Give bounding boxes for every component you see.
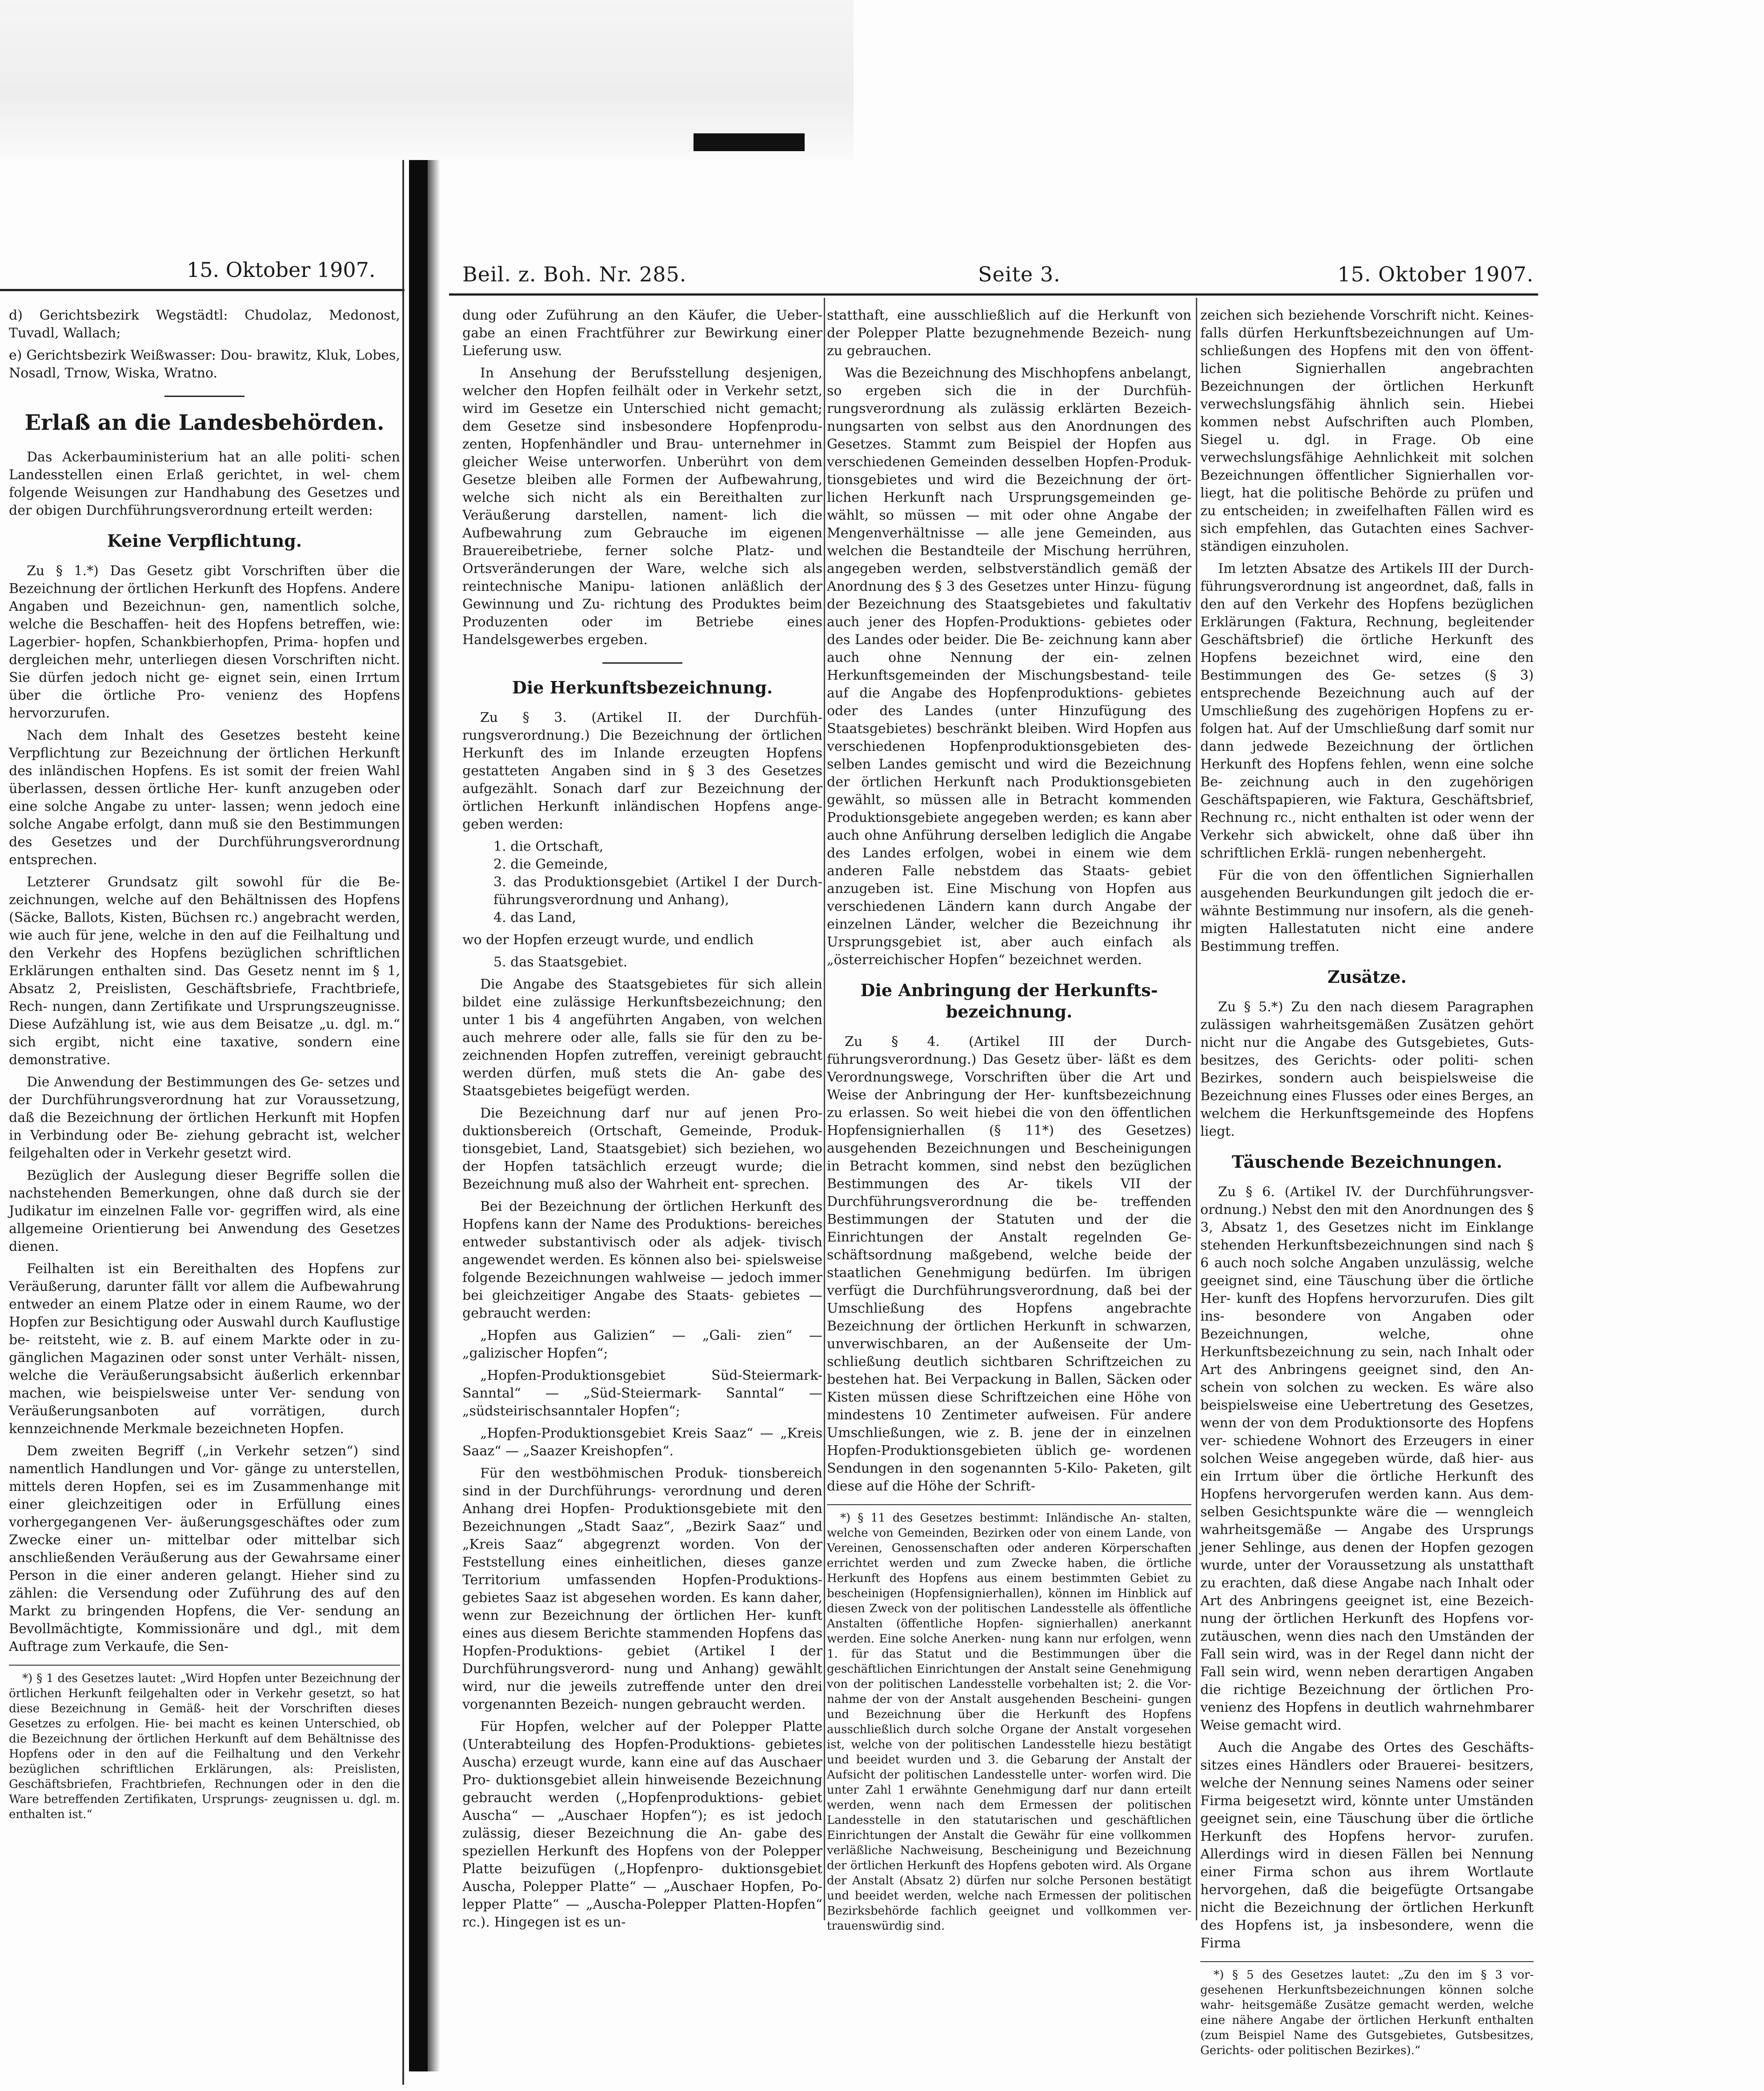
paragraph: Die Angabe des Staatsgebietes für sich allein bildet eine zulässige Herkunftsbezeichnung; den unter 1 bis 4 angeführten Angaben, von welchen auch mehrere oder alle, falls sie für den zu be- zeichnenden Hopfen zutreffen, vereinigt gebraucht werden dürfen, muß stets die An- gabe des Staatsgebietes beigefügt werden. xyxy=(462,977,822,1099)
paragraph: Dem zweiten Begriff („in Verkehr setzen“) sind namentlich Handlungen und Vor- gänge zu unterstellen, mittels deren Hopfen, sei es im Zusammenhange mit einer gleichzeitigen oder in Erfüllung eines vorhergegangenen Ver- äußerungsgeschäftes oder zum Zwecke einer un- mittelbar oder mittelbar sich anschließenden Veräußerung aus der Gewahrsame einer Person in die einer anderen gelangt. Hieher sind zu zählen: die Versendung oder Zuführung des auf den Markt zu bringenden Hopfens, die Ver- sendung an Bevollmächtigte, Kommissionäre und dgl., mit dem Auftrage zum Verkaufe, die Sen- xyxy=(9,1443,400,1654)
list-item: 2. die Gemeinde, xyxy=(493,857,608,872)
district-entry: d) Gerichtsbezirk Wegstädtl: Chudolaz, Medonost, Tuvadl, Wallach; xyxy=(9,308,400,341)
page-number: Seite 3. xyxy=(978,262,1061,286)
list-tail: wo der Hopfen erzeugt wurde, und endlich xyxy=(462,932,754,948)
list-item: 3. das Produktionsgebiet (Artikel I der Durch- führungsverordnung und Anhang), xyxy=(493,874,822,908)
left-page-column xyxy=(9,307,400,1827)
paragraph: Bei der Bezeichnung der örtlichen Herkunft des Hopfens kann der Name des Produktions- bereiches entweder substantivisch oder als adjek- tivisch angewendet werden. Es können also bei- spielsweise folgende Bezeichnungen wahlweise — jedoch immer bei gleichzeitiger Angabe des Staats- gebietes — gebraucht werden: xyxy=(462,1199,822,1321)
column-3 xyxy=(1200,307,1534,2063)
footnote-text: *) § 11 des Gesetzes bestimmt: Inländische An- stalten, welche von Gemeinden, Bezirken oder von einem Lande, von Vereinen, Genossenschaften oder anderen Körperschaften errichtet werden und zum Zwecke haben, die örtliche Herkunft des Hopfens aus einem bestimmten Gebiet zu bescheinigen (Hopfensignierhallen), können im Hinblick auf diesen Zweck von der politischen Landesstelle als öffentliche Anstalten (öffentliche Hopfen- signierhallen) anerkannt werden. Eine solche Anerken- nung kann nur erfolgen, wenn 1. für das Statut und die Bestimmungen über die geschäftlichen Einrichtungen der Anstalt seine Genehmigung von der politischen Landesstelle vorbehalten ist; 2. die Vor- nahme der von der Anstalt ausgehenden Bescheini- gungen und Bezeichnung über die Herkunft des Hopfens ausschließlich durch solche Organe der Anstalt vorgesehen ist, welche von der politischen Landesstelle hiezu bestätigt und beeidet wurden und 3. die Gebarung der Anstalt der Aufsicht der politischen Landesstelle unter- worfen wird. Die unter Zahl 1 erwähnte Genehmigung darf nur dann erteilt werden, wenn nach dem Ermessen der politischen Landesstelle in den statutarischen und geschäftlichen Einrichtungen der Anstalt die Gewähr für eine vollkommen verläßliche Nachweisung, Bescheinigung und Bezeichnung der örtlichen Herkunft des Hopfens geboten wird. Als Organe der Anstalt (Absatz 2) dürfen nur solche Personen bestätigt und beeidet werden, welche nach Ermessen der politischen Bezirksbehörde fachlich geeignet und vollkommen ver- trauenswürdig sind. xyxy=(827,1511,1191,1933)
district-entry: e) Gerichtsbezirk Weißwasser: Dou- brawitz, Kluk, Lobes, Nosadl, Trnow, Wiska, Wratno. xyxy=(9,348,400,381)
separator xyxy=(164,396,245,397)
section-heading: Täuschende Bezeichnungen. xyxy=(1231,1152,1503,1172)
issue-label: Beil. z. Boh. Nr. 285. xyxy=(462,262,687,286)
left-page-date-header: 15. Oktober 1907. xyxy=(187,258,376,282)
footnote-text: *) § 1 des Gesetzes lautet: „Wird Hopfen unter Bezeichnung der örtlichen Herkunft feilgehalten oder in Verkehr gesetzt, so hat diese Bezeichnung in Gemäß- heit der Vorschriften dieses Gesetzes zu erfolgen. Hie- bei macht es keinen Unterschied, ob die Bezeichnung der örtlichen Herkunft auf dem Behältnisse des Hopfens oder in den auf die Feilhaltung und den Verkehr bezüglichen schriftlichen Erklärungen, als: Preislisten, Geschäftsbriefen, Frachtbriefen, Rechnungen oder in den die Ware betreffenden Zertifikaten, Ursprungs- zeugnissen u. dgl. m. enthalten ist.“ xyxy=(9,1672,400,1821)
paragraph: Die Bezeichnung darf nur auf jenen Pro- duktionsbereich (Ortschaft, Gemeinde, Produk- tionsgebiet, Land, Staatsgebiet) sich beziehen, wo der Hopfen tatsächlich erzeugt wurde; die Bezeichnung muß also der Wahrheit ent- sprechen. xyxy=(462,1106,822,1192)
paragraph: Was die Bezeichnung des Mischhopfens anbelangt, so ergeben sich die in der Durchfüh- rungsverordnung als zulässig erklärten Bezeich- nungsarten von selbst aus den Anordnungen des Gesetzes. Stammt zum Beispiel der Hopfen aus verschiedenen Gemeinden desselben Hopfen-Produk- tionsgebietes und wird die Bezeichnung der ört- lichen Herkunft nach Ursprungsgemeinden ge- wählt, so müssen — mit oder ohne Angabe der Mengenverhältnisse — alle jene Gemeinden, aus welchen die Bestandteile der Mischung herrühren, angegeben werden, selbstverständlich gemäß der Anordnung des § 3 des Gesetzes unter Hinzu- fügung der Bezeichnung des Staatsgebietes und fakultativ auch jener des Hopfen-Produktions- gebietes oder des Landes oder beider. Die Be- zeichnung kann aber auch ohne Nennung der ein- zelnen Herkunftsgemeinden der Mischungsbestand- teile auf die Angabe des Hopfenproduktions- gebietes oder des Landes (unter Hinzufügung des Staatsgebietes) beschränkt bleiben. Wird Hopfen aus verschiedenen Hopfenproduktionsgebieten des- selben Landes gemischt und wird die Bezeichnung der örtlichen Herkunft nach Produktionsgebieten gewählt, so müssen alle in Betracht kommenden Produktionsgebiete angegeben werden; es kann aber auch ohne Anführung derselben lediglich die Angabe des Landes erfolgen, wobei in einem wie dem anderen Falle nebstdem das Staats- gebiet anzugeben ist. Eine Mischung von Hopfen aus verschiedenen Ländern kann durch Angabe der einzelnen Länder, welcher die Bezeichnung ihr Ursprungsgebiet ist, aber auch einfach als „österreichischer Hopfen“ bezeichnet werden. xyxy=(827,365,1191,968)
page-header xyxy=(462,262,1534,298)
paragraph: Für Hopfen, welcher auf der Polepper Platte (Unterabteilung des Hopfen-Produktions- gebietes Auscha) erzeugt wurde, kann eine auf das Auschaer Pro- duktionsgebiet allein hinweisende Bezeichnung gebraucht werden („Hopfenproduktions- gebiet Auscha“ — „Auschaer Hopfen“); es ist jedoch zulässig, dieser Bezeichnung die An- gabe des speziellen Herkunft des Hopfens von der Polepper Platte beizufügen („Hopfenpro- duktionsgebiet Auscha, Polepper Platte“ — „Auschaer Hopfen, Po- lepper Platte“ — „Auscha-Polepper Platten-Hopfen“ rc.). Hingegen ist es un- xyxy=(462,1719,822,1930)
paragraph: Die Anwendung der Bestimmungen des Ge- setzes und der Durchführungsverordnung hat zur Voraussetzung, daß die Bezeichnung der örtlichen Herkunft mit Hopfen in Verbindung oder Be- ziehung gebracht ist, welcher feilgehalten oder in Verkehr gesetzt wird. xyxy=(9,1074,400,1161)
paragraph: „Hopfen-Produktionsgebiet Kreis Saaz“ — „Kreis Saaz“ — „Saazer Kreishopfen“. xyxy=(462,1426,822,1459)
footnote xyxy=(827,1504,1191,1934)
scan-mark xyxy=(694,133,805,151)
origin-list xyxy=(462,838,822,927)
paragraph: zeichen sich beziehende Vorschrift nicht. Keines- falls dürfen Herkunftsbezeichnungen auf Um- schließungen des Hopfens mit den von öffent- lichen Signierhallen angebrachten Bezeichnungen der örtlichen Herkunft verwechslungsfähig ähnlich sein. Hiebei kommen nebst Aufschriften auch Plomben, Siegel u. dgl. in Frage. Ob eine verwechslungsfähige Aehnlichkeit mit solchen Bezeichnungen öffentlicher Signierhallen vor- liegt, hat die politische Behörde zu prüfen und zu entscheiden; in zweifelhaften Fällen wird es sich empfehlen, das Gutachten eines Sachver- ständigen einzuholen. xyxy=(1200,308,1534,554)
footnote xyxy=(9,1665,400,1822)
book-spine xyxy=(409,160,428,2071)
list-item: 4. das Land, xyxy=(493,910,577,925)
section-heading: Die Herkunftsbezeichnung. xyxy=(512,677,773,697)
section-heading: Keine Verpflichtung. xyxy=(107,531,302,551)
footnote-text: *) § 5 des Gesetzes lautet: „Zu den im § 3 vor- gesehenen Herkunftsbezeichnungen können solche wahr- heitsgemäße Zusätze gemacht werden, welche eine nähere Angabe der örtlichen Herkunft enthalten (zum Beispiel Name des Gutsgebietes, Gutsbesitzes, Gerichts- oder politischen Bezirkes).“ xyxy=(1200,1968,1534,2057)
paragraph: Zu § 6. (Artikel IV. der Durchführungsver- ordnung.) Nebst den mit den Anordnungen des § 3, Absatz 1, des Gesetzes nicht im Einklange stehenden Herkunftsbezeichnungen sind nach § 6 auch noch solche Angaben unzulässig, welche geeignet sind, eine Täuschung über die örtliche Her- kunft des Hopfens hervorzurufen. Dies gilt ins- besondere von Angaben oder Bezeichnungen, welche, ohne Herkunftsbezeichnung zu sein, nach Inhalt oder Art des Anbringens geeignet sind, den An- schein von solchen zu wecken. Es wäre also beispielsweise eine Uebertretung des Gesetzes, wenn der von dem Produktionsorte des Hopfens ver- schiedene Wohnort des Erzeugers in einer solchen Weise angegeben würde, daß hier- aus ein Irrtum über die örtliche Herkunft des Hopfens hervorgerufen werden kann. Aus dem- selben Gesichtspunkte wäre die — wenngleich wahrheitsgemäße — Angabe des Ursprungs jener Sehlinge, aus denen der Hopfen gezogen wurde, unter der Voraussetzung als unstatthaft zu erachten, daß diese Angabe nach Inhalt oder Art des Anbringens geeignet ist, eine Bezeich- nung der örtlichen Herkunft des Hopfens vor- zutäuschen, wenn dies nach den Umständen der Fall sein wird, was in der Regel dann nicht der Fall sein wird, wenn neben derartigen Angaben die richtige Bezeichnung der örtlichen Pro- venienz des Hopfens in deutlich wahrnehmbarer Weise gemacht wird. xyxy=(1200,1184,1534,1733)
paragraph: statthaft, eine ausschließlich auf die Herkunft von der Polepper Platte bezugnehmende Bezeich- nung zu gebrauchen. xyxy=(827,308,1191,359)
paragraph: Zu § 5.*) Zu den nach diesem Paragraphen zulässigen wahrheitsgemäßen Zusätzen gehört nicht nur die Angabe des Gutsgebietes, Guts- besitzes, des Gerichts- oder politi- schen Bezirkes, sondern auch beispielsweise die Bezeichnung eines Flusses oder eines Berges, an welchem die Herkunftsgemeinde des Hopfens liegt. xyxy=(1200,999,1534,1139)
list-item: 1. die Ortschaft, xyxy=(493,839,604,854)
paragraph: Feilhalten ist ein Bereithalten des Hopfens zur Veräußerung, darunter fällt vor allem die Aufbewahrung entweder an einem Platze oder in einem Raume, wo der Hopfen zur Besichtigung oder Auswahl durch Kauflustige be- reitsteht, wie z. B. auf einem Markte oder in zu- gänglichen Magazinen oder sonst unter Verhält- nissen, welche die Veräußerungsabsicht äußerlich erkennbar machen, wie beispielsweise unter Ver- sendung von Veräußerungsanboten auf vorrätigen, durch kennzeichnende Merkmale bezeichneten Hopfen. xyxy=(9,1261,400,1437)
footnote xyxy=(1200,1961,1534,2058)
column-rule xyxy=(824,298,825,1920)
paragraph: Für den westböhmischen Produk- tionsbereich sind in der Durchführungs- verordnung und deren Anhang drei Hopfen- Produktionsgebiete mit den Bezeichnungen „Stadt Saaz“, „Bezirk Saaz“ und „Kreis Saaz“ abgegrenzt worden. Von der Feststellung eines einheitlichen, dieses ganze Territorium umfassenden Hopfen-Produktions- gebietes Saaz ist abgesehen worden. Es kann daher, wenn zur Bezeichnung der örtlichen Her- kunft eines aus diesem Berichte stammenden Hopfens das Hopfen-Produktions- gebiet (Artikel I der Durchführungsverord- nung und Anhang) gewählt wird, nur die jeweils zutreffende unter den drei vorgenannten Bezeich- nungen gebraucht werden. xyxy=(462,1466,822,1712)
article-title: Erlaß an die Landesbehörden. xyxy=(24,410,385,435)
paragraph: Zu § 3. (Artikel II. der Durchfüh- rungsverordnung.) Die Bezeichnung der örtlichen Herkunft des im Inlande erzeugten Hopfens gestatteten Angaben sind in § 3 des Gesetzes aufgezählt. Sonach darf zur Bezeichnung der örtlichen Herkunft inländischen Hopfens ange- geben werden: xyxy=(462,710,822,832)
paragraph: Bezüglich der Auslegung dieser Begriffe sollen die nachstehenden Bemerkungen, ohne daß durch sie der Judikatur im einzelnen Falle vor- gegriffen wird, als eine allgemeine Orientierung bei Anwendung des Gesetzes dienen. xyxy=(9,1168,400,1254)
separator xyxy=(602,662,682,664)
spine-shadow xyxy=(428,160,440,2071)
left-page-edge xyxy=(402,160,404,2085)
column-rule xyxy=(1196,298,1197,1920)
paragraph: Letzterer Grundsatz gilt sowohl für die Be- zeichnungen, welche auf den Behältnissen des Hopfens (Säcke, Ballots, Kisten, Büchsen rc.) angebracht werden, wie auch für jene, welche in den auf die Feilhaltung und den Verkehr des Hopfens bezüglichen schriftlichen Erklärungen enthalten sind. Das Gesetz nennt im § 1, Absatz 2, Preislisten, Geschäftsbriefe, Frachtbriefe, Rech- nungen, dann Zertifikate und Ursprungszeugnisse. Diese Aufzählung ist, wie aus dem Beisatze „u. dgl. m.“ sich ergibt, nicht eine taxative, sondern eine demonstrative. xyxy=(9,874,400,1068)
paragraph: Zu § 4. (Artikel III der Durch- führungsverordnung.) Das Gesetz über- läßt es dem Verordnungswege, Vorschriften über die Art und Weise der Anbringung der Her- kunftsbezeichnung zu erlassen. So weit hiebei die von den öffentlichen Hopfensignierhallen (§ 11*) des Gesetzes) ausgehenden Bezeichnungen und Bescheinigungen in Betracht kommen, sind nebst den bezüglichen Bestimmungen des Ar- tikels VII der Durchführungsverordnung die be- treffenden Bestimmungen der Statuten und der die Einrichtungen der Anstalt regelnden Ge- schäftsordnung maßgebend, welche beide der staatlichen Genehmigung bedürfen. Im übrigen verfügt die Durchführungsverordnung, daß bei der Umschließung des Hopfens angebrachte Bezeichnung der örtlichen Herkunft in schwarzen, unverwischbaren, an der Außenseite der Um- schließung deutlich sichtbaren Schriftzeichen zu bestehen hat. Bei Verpackung in Ballen, Säcken oder Kisten müssen diese Schriftzeichen eine Höhe von mindestens 10 Zentimeter aufweisen. Für andere Umschließungen, wie z. B. jene der in einzelnen Hopfen-Produktionsgebieten üblich ge- wordenen Sendungen in den sogenannten 5-Kilo- Paketen, gilt diese auf die Höhe der Schrift- xyxy=(827,1034,1191,1494)
list-item: 5. das Staatsgebiet. xyxy=(493,954,628,970)
section-heading: Die Anbringung der Herkunfts- bezeichnung. xyxy=(860,980,1158,1021)
origin-list-end xyxy=(462,953,822,971)
column-1 xyxy=(462,307,822,1936)
header-rule xyxy=(449,293,1538,296)
section-heading: Zusätze. xyxy=(1327,967,1407,987)
paragraph: Nach dem Inhalt des Gesetzes besteht keine Verpflichtung zur Bezeichnung der örtlichen Herkunft des inländischen Hopfens. Es ist somit der freien Wahl überlassen, dessen örtliche Her- kunft anzugeben oder eine solche Angabe zu unter- lassen; wenn jedoch eine solche Angabe erfolgt, dann muß sie den Bestimmungen des Gesetzes und der Durchführungsverordnung entsprechen. xyxy=(9,728,400,868)
paragraph: Auch die Angabe des Ortes des Geschäfts- sitzes eines Händlers oder Brauerei- besitzers, welche der Nennung seines Namens oder seiner Firma beigesetzt wird, könnte unter Umständen geeignet sein, eine Täuschung über die örtliche Herkunft des Hopfens hervor- zurufen. Allerdings wird in diesen Fällen bei Nennung einer Firma schon aus ihrem Wortlaute hervorgehen, daß die beigefügte Ortsangabe nicht die Bezeichnung der örtlichen Herkunft des Hopfens ist, ja insbesondere, wenn die Firma xyxy=(1200,1740,1534,1951)
paragraph: Im letzten Absatze des Artikels III der Durch- führungsverordnung ist angeordnet, daß, falls in den auf den Verkehr des Hopfens bezüglichen Erklärungen (Faktura, Rechnung, begleitender Geschäftsbrief) die örtliche Herkunft des Hopfens bezeichnet wird, eine den Bestimmungen des Ge- setzes (§ 3) entsprechende Bezeichnung auch auf der Umschließung des zugehörigen Hopfens zu er- folgen hat. Auf der Umschließung darf somit nur dann jedwede Bezeichnung der örtlichen Herkunft des Hopfens fehlen, wenn eine solche Be- zeichnung auch in den zugehörigen Geschäftspapieren, wie Faktura, Geschäftsbrief, Rechnung rc., nicht enthalten ist oder wenn der Verkehr sich abwickelt, ohne daß über ihn schriftlichen Erklä- rungen nebenhergeht. xyxy=(1200,561,1534,861)
issue-date: 15. Oktober 1907. xyxy=(1337,262,1534,286)
paragraph: dung oder Zuführung an den Käufer, die Ueber- gabe an einen Frachtführer zur Bewirkung einer Lieferung usw. xyxy=(462,308,822,359)
paragraph: Zu § 1.*) Das Gesetz gibt Vorschriften über die Bezeichnung der örtlichen Herkunft des Hopfens. Andere Angaben und Bezeichnun- gen, namentlich solche, welche die Beschaffen- heit des Hopfens betreffen, wie: Lagerbier- hopfen, Schankbierhopfen, Prima- hopfen und dergleichen mehr, unterliegen diesen Vorschriften nicht. Sie dürfen jedoch nicht ge- eignet sein, einen Irrtum über die örtliche Pro- venienz des Hopfens hervorzurufen. xyxy=(9,563,400,721)
paragraph: In Ansehung der Berufsstellung desjenigen, welcher den Hopfen feilhält oder in Verkehr setzt, wird im Gesetze ein Unterschied nicht gemacht; dem Gesetze sind insbesondere Hopfenprodu- zenten, Hopfenhändler und Brau- unternehmer in gleicher Weise unterworfen. Unberührt von dem Gesetze bleiben alle Formen der Aufbewahrung, welche sich nicht als ein Bereithalten zur Veräußerung darstellen, nament- lich die Aufbewahrung zum Gebrauche im eigenen Brauereibetriebe, ferner solche Platz- und Ortsveränderungen der Ware, welche sich als reintechnische Manipu- lationen anläßlich der Gewinnung und Zu- richtung des Produktes beim Produzenten oder im Betriebe eines Handelsgewerbes ergeben. xyxy=(462,365,822,648)
paragraph: „Hopfen-Produktionsgebiet Süd-Steiermark-Sanntal“ — „Süd-Steiermark- Sanntal“ — „südsteirischsanntaler Hopfen“; xyxy=(462,1368,822,1419)
article-intro: Das Ackerbauministerium hat an alle politi- schen Landesstellen einen Erlaß gerichtet, in wel- chem folgende Weisungen zur Handhabung des Gesetzes und der obigen Durchführungsverordnung erteilt werden: xyxy=(9,449,400,518)
left-header-rule xyxy=(0,289,405,291)
paragraph: Für die von den öffentlichen Signierhallen ausgehenden Beurkundungen gilt jedoch die er- wähnte Bestimmung nur insofern, als die geneh- migten Hallestatuten nicht eine andere Bestimmung treffen. xyxy=(1200,868,1534,954)
column-2 xyxy=(827,307,1191,1938)
paragraph: „Hopfen aus Galizien“ — „Gali- zien“ — „galizischer Hopfen“; xyxy=(462,1328,822,1361)
